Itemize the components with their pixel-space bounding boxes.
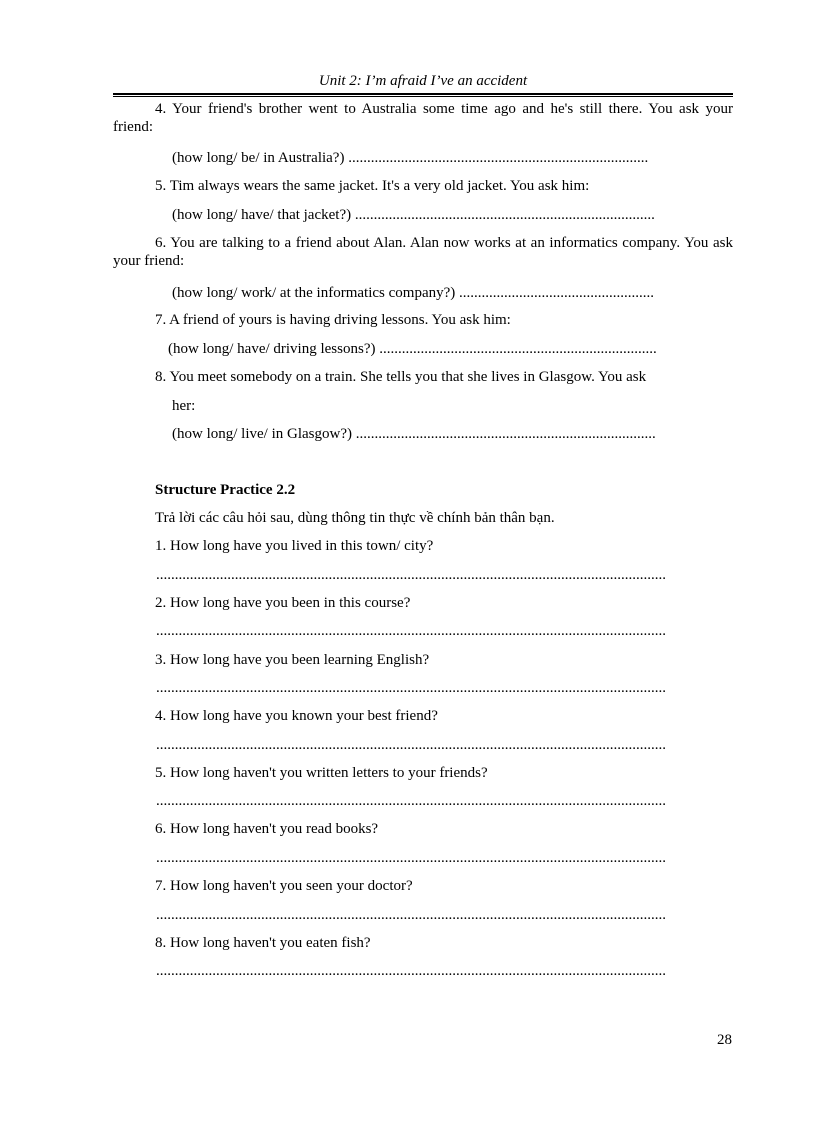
answer-line-7[interactable]: ........................................................................................................................................ — [156, 907, 666, 923]
answer-line-8[interactable]: ........................................................................................................................................ — [156, 963, 666, 979]
exercise-item-8-prompt-line1: 8. You meet somebody on a train. She tells you that she lives in Glasgow. You ask — [155, 369, 647, 385]
exercise-item-8-prompt-line2: her: — [172, 398, 196, 414]
exercise-item-8-cue: (how long/ live/ in Glasgow?) ................................................................................ — [172, 426, 656, 442]
section-instruction: Trả lời các câu hỏi sau, dùng thông tin thực về chính bản thân bạn. — [155, 510, 555, 526]
exercise-item-4-cue: (how long/ be/ in Australia?) ................................................................................ — [172, 150, 649, 166]
answer-line-1[interactable]: ........................................................................................................................................ — [156, 567, 666, 583]
question-6: 6. How long haven't you read books? — [155, 821, 379, 837]
page-number: 28 — [717, 1032, 732, 1048]
question-7: 7. How long haven't you seen your doctor? — [155, 878, 413, 894]
exercise-item-6-cue: (how long/ work/ at the informatics company?) .................................................... — [172, 285, 655, 301]
exercise-item-7-prompt: 7. A friend of yours is having driving lessons. You ask him: — [155, 312, 511, 328]
answer-line-6[interactable]: ........................................................................................................................................ — [156, 850, 666, 866]
answer-line-5[interactable]: ........................................................................................................................................ — [156, 793, 666, 809]
exercise-item-4-prompt: 4. Your friend's brother went to Australia some time ago and he's still there. You ask your friend: — [113, 101, 733, 135]
question-4: 4. How long have you known your best friend? — [155, 708, 438, 724]
question-1: 1. How long have you lived in this town/ city? — [155, 538, 434, 554]
section-heading: Structure Practice 2.2 — [155, 482, 296, 498]
header-rule — [113, 93, 733, 97]
page-header: Unit 2: I’m afraid I’ve an accident — [318, 73, 528, 89]
exercise-item-6-prompt: 6. You are talking to a friend about Alan. Alan now works at an informatics company. You ask your friend: — [113, 235, 733, 269]
question-3: 3. How long have you been learning English? — [155, 652, 430, 668]
exercise-item-7-cue: (how long/ have/ driving lessons?) .......................................................................... — [168, 341, 657, 357]
answer-line-2[interactable]: ........................................................................................................................................ — [156, 623, 666, 639]
exercise-item-5-prompt: 5. Tim always wears the same jacket. It's a very old jacket. You ask him: — [155, 178, 590, 194]
question-2: 2. How long have you been in this course? — [155, 595, 411, 611]
question-8: 8. How long haven't you eaten fish? — [155, 935, 371, 951]
answer-line-4[interactable]: ........................................................................................................................................ — [156, 737, 666, 753]
exercise-item-5-cue: (how long/ have/ that jacket?) ................................................................................ — [172, 207, 655, 223]
answer-line-3[interactable]: ........................................................................................................................................ — [156, 680, 666, 696]
question-5: 5. How long haven't you written letters to your friends? — [155, 765, 488, 781]
